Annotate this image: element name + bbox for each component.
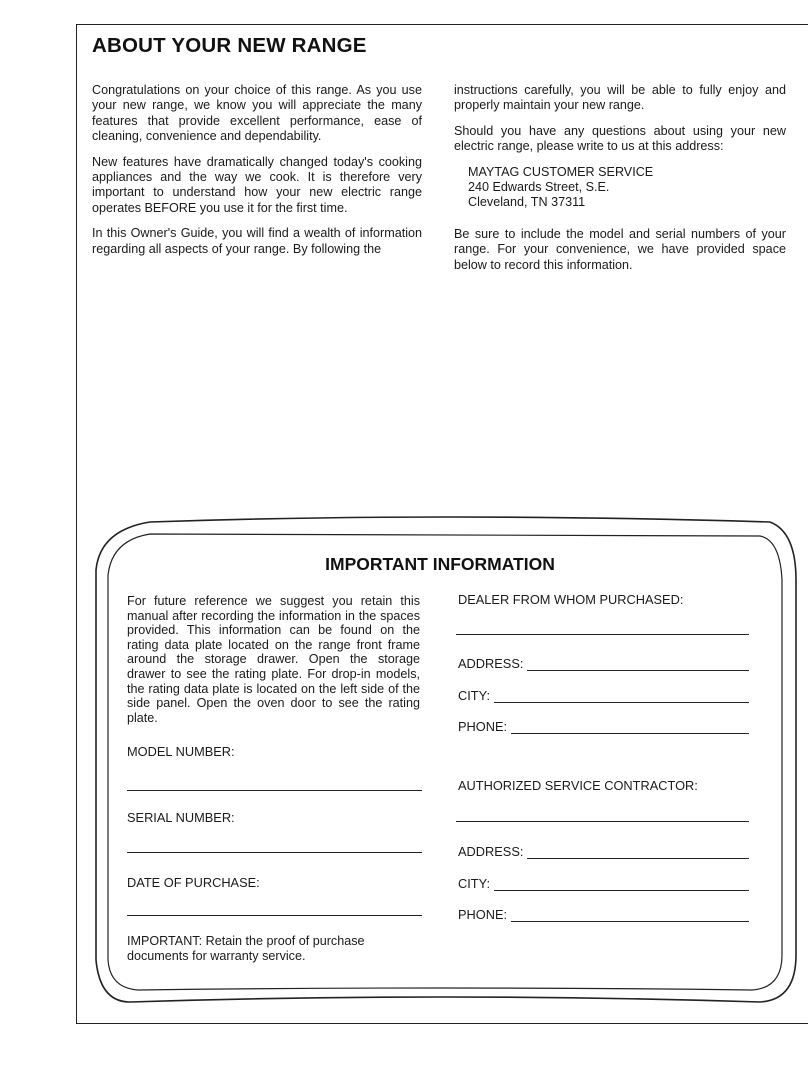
dealer-address-row xyxy=(458,656,749,671)
service-city-row xyxy=(458,876,749,891)
important-info-intro: For future reference we suggest you retain this manual after recording the information in the spaces provided. This information can be found on the rating data plate located on the range front frame around the storage drawer. Open the storage drawer to see the rating plate. For drop-in models, the rating data plate is located on the left side of the side panel. Open the oven door to see the rating plate. xyxy=(127,594,420,725)
dealer-phone-field[interactable] xyxy=(511,724,749,734)
dealer-name-field[interactable] xyxy=(456,634,749,635)
service-address-row xyxy=(458,844,749,859)
important-info-title: IMPORTANT INFORMATION xyxy=(325,554,555,574)
dealer-heading: DEALER FROM WHOM PURCHASED: xyxy=(458,592,684,607)
service-contractor-heading: AUTHORIZED SERVICE CONTRACTOR: xyxy=(458,778,698,793)
service-contractor-name-field[interactable] xyxy=(456,821,749,822)
dealer-city-row xyxy=(458,688,749,703)
important-note: IMPORTANT: Retain the proof of purchase documents for warranty service. xyxy=(127,934,365,964)
service-phone-label: PHONE: xyxy=(458,907,508,922)
address-line-2: 240 Edwards Street, S.E. xyxy=(468,180,610,195)
intro-paragraph-4: instructions carefully, you will be able to fully enjoy and properly maintain your new range. xyxy=(454,83,786,113)
intro-paragraph-5: Should you have any questions about using your new electric range, please write to us at this address: xyxy=(454,123,786,154)
important-info-left xyxy=(127,594,420,725)
model-number-label: MODEL NUMBER: xyxy=(127,744,235,759)
intro-paragraph-2: New features have dramatically changed today's cooking appliances and the way we cook. It is therefore very important to understand how your new electric range operates BEFORE you use it for the first time. xyxy=(92,154,422,215)
dealer-phone-row xyxy=(458,719,749,734)
dealer-phone-label: PHONE: xyxy=(458,719,508,734)
date-of-purchase-field[interactable] xyxy=(127,915,422,916)
dealer-city-label: CITY: xyxy=(458,688,490,703)
service-phone-row xyxy=(458,907,749,922)
page-title: ABOUT YOUR NEW RANGE xyxy=(92,34,367,57)
model-number-field[interactable] xyxy=(127,790,422,791)
dealer-address-label: ADDRESS: xyxy=(458,656,524,671)
service-address-field[interactable] xyxy=(527,849,749,859)
service-phone-field[interactable] xyxy=(511,912,749,922)
service-address-label: ADDRESS: xyxy=(458,844,524,859)
intro-paragraph-3: In this Owner's Guide, you will find a wealth of information regarding all aspects of your range. By following the xyxy=(92,226,422,256)
closing-paragraph: Be sure to include the model and serial numbers of your range. For your convenience, we have provided space below to record this information. xyxy=(454,226,786,272)
address-line-3: Cleveland, TN 37311 xyxy=(468,195,586,210)
dealer-address-field[interactable] xyxy=(527,661,749,671)
dealer-city-field[interactable] xyxy=(494,693,749,703)
serial-number-label: SERIAL NUMBER: xyxy=(127,810,235,825)
serial-number-field[interactable] xyxy=(127,852,422,853)
service-city-field[interactable] xyxy=(494,881,749,891)
address-line-1: MAYTAG CUSTOMER SERVICE xyxy=(468,164,654,179)
date-of-purchase-label: DATE OF PURCHASE: xyxy=(127,875,260,890)
service-city-label: CITY: xyxy=(458,876,490,891)
intro-paragraph-1: Congratulations on your choice of this range. As you use your new range, we know you will appreciate the many features that provide excellent performance, ease of cleaning, convenience and dependability. xyxy=(92,83,422,144)
